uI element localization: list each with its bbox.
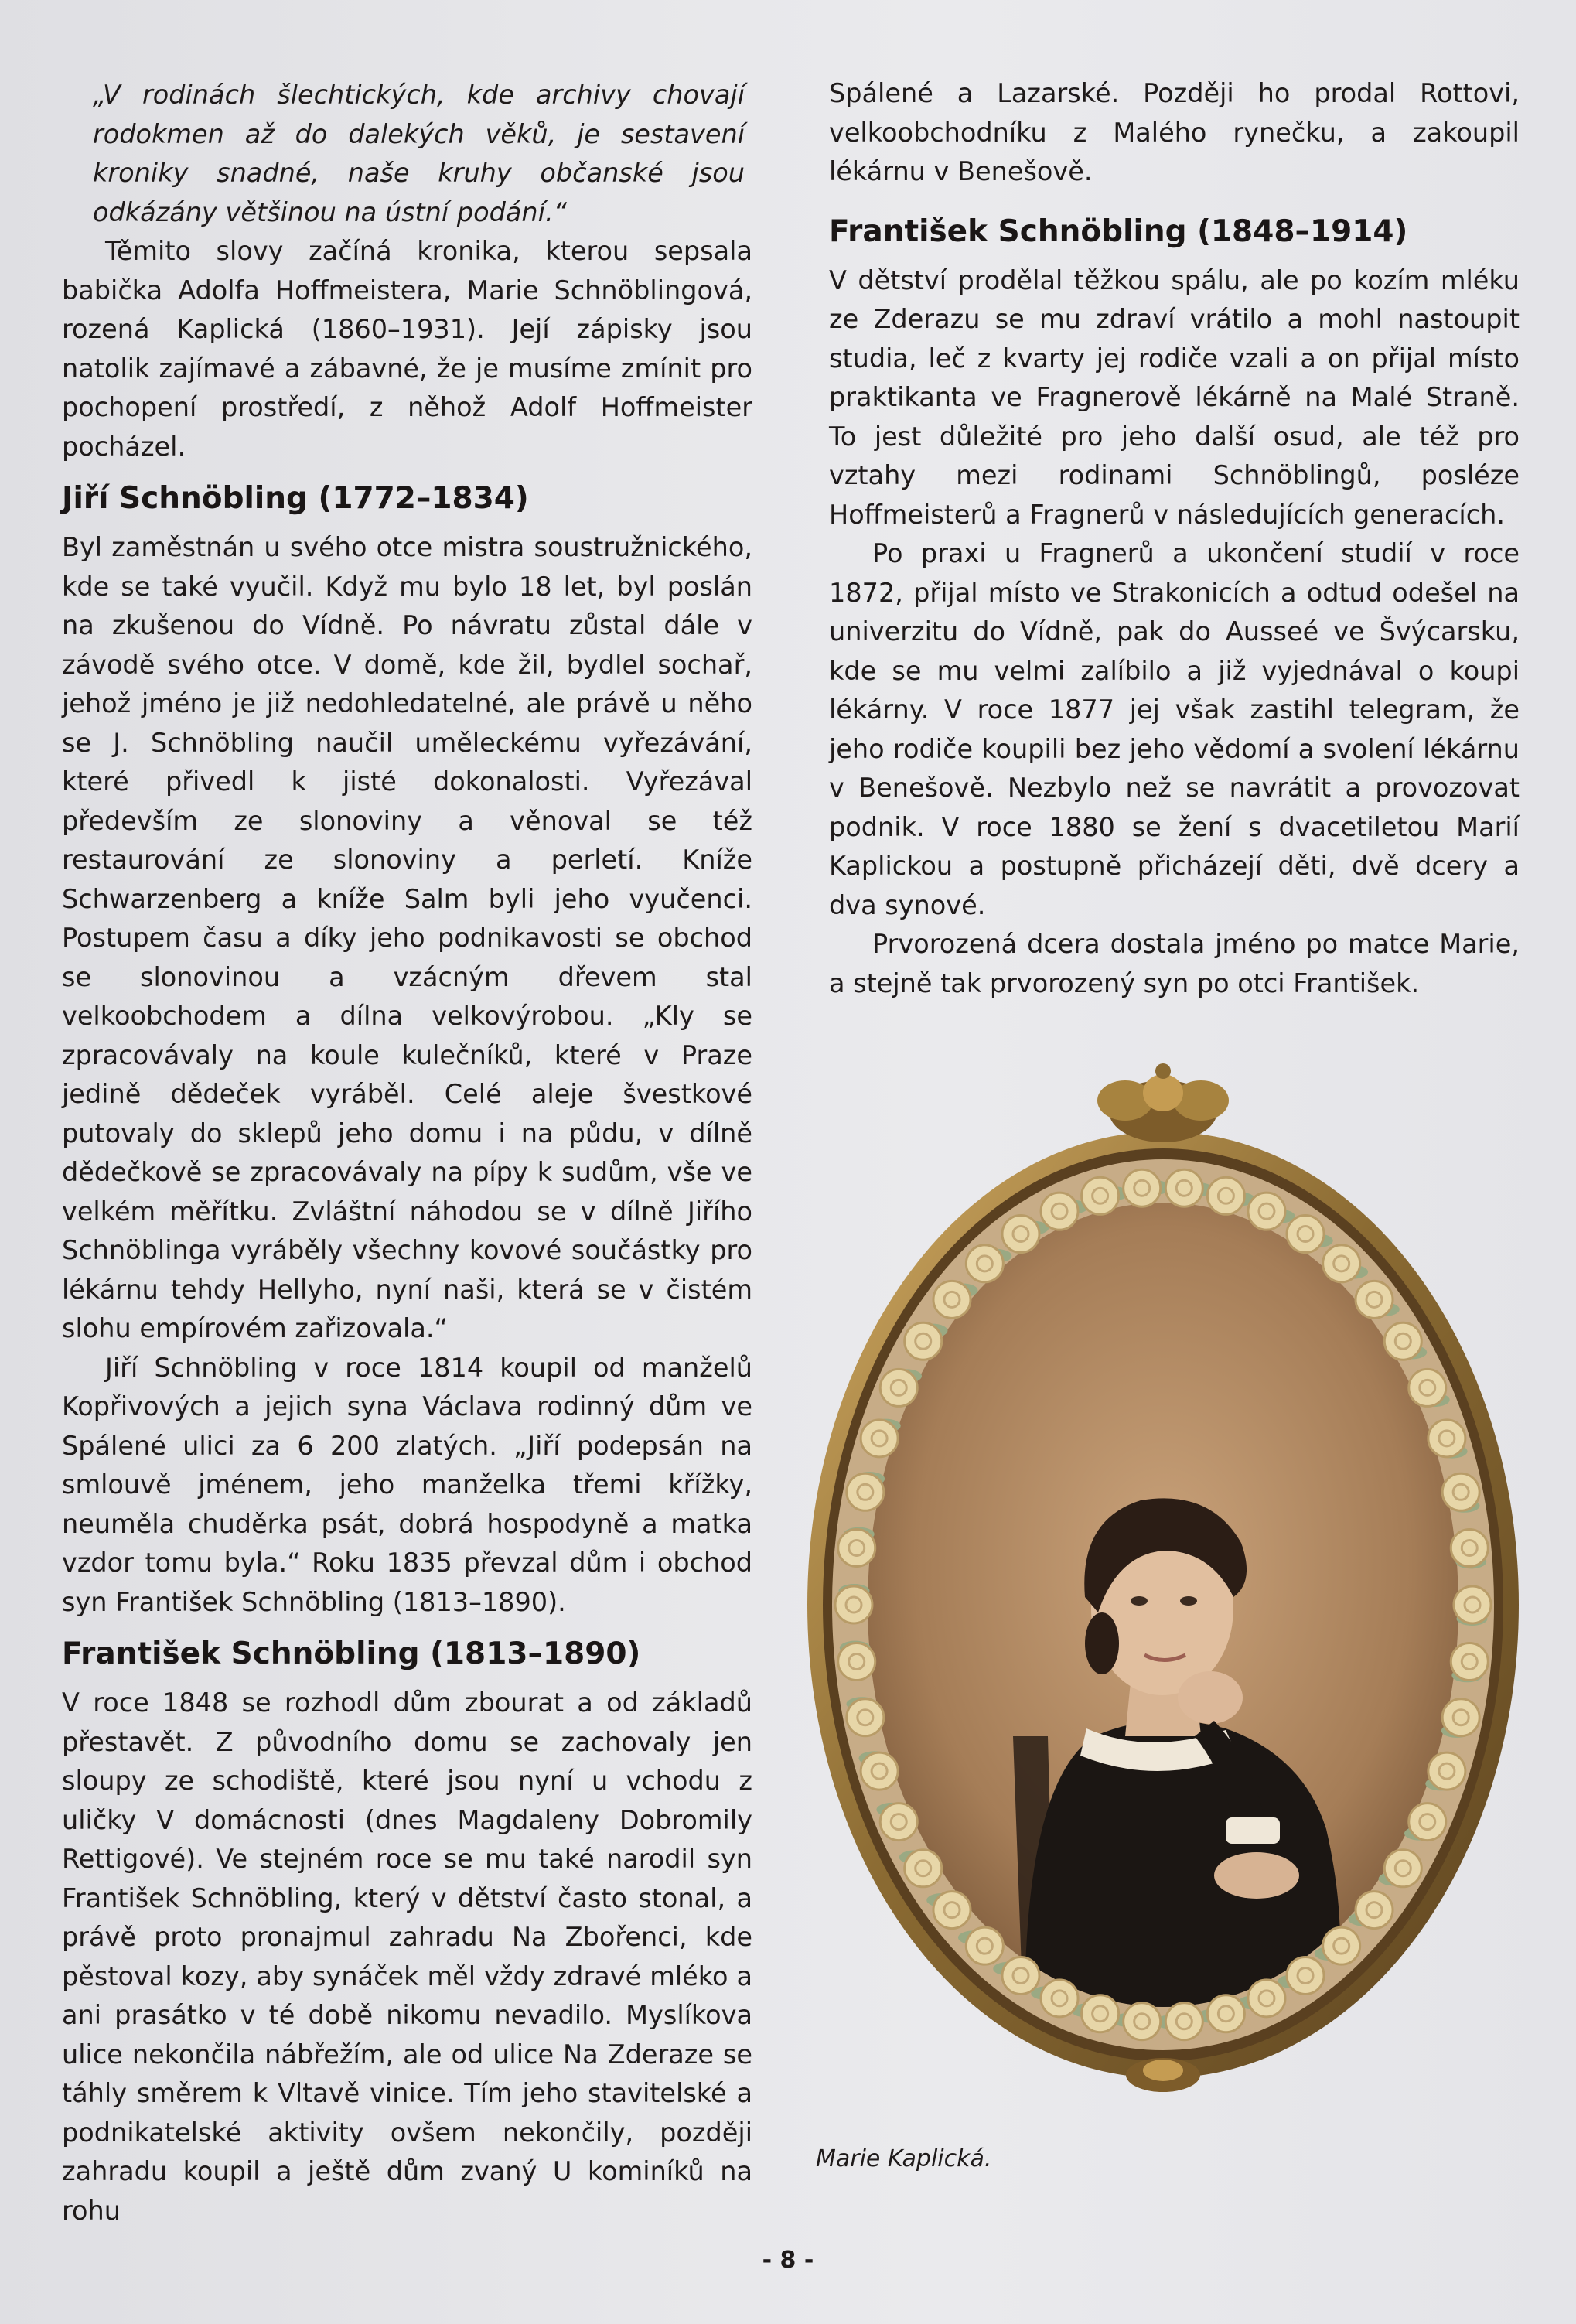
wreath-rose bbox=[1454, 1586, 1491, 1623]
wreath-rose bbox=[838, 1529, 875, 1566]
wreath-rose bbox=[861, 1752, 898, 1790]
wreath-rose bbox=[1248, 1193, 1285, 1230]
wreath-rose bbox=[880, 1369, 917, 1406]
figure-caption: Marie Kaplická. bbox=[816, 2145, 992, 2172]
opening-quote: „V rodinách šlechtických, kde archivy chovají rodokmen až do dalekých věků, je sestavení kroniky snadné, naše kruhy občanské jsou odkázány většinou na ústní podání.“ bbox=[93, 80, 745, 227]
wreath-rose bbox=[1002, 1957, 1039, 1994]
wreath-rose bbox=[1442, 1473, 1479, 1510]
wreath-rose bbox=[1323, 1927, 1360, 1964]
jiri-paragraph-2: Jiří Schnöbling v roce 1814 koupil od manželů Kopřivových a jejich syna Václava rodinný dům ve Spálené ulici za 6 200 zlatých. „Jiří podepsán na smlouvě jménem, jeho manželka třemi křížky, neuměla chuděrka psát, dobrá hospodyně a matka vzdor tomu byla.“ Roku 1835 převzal dům i obchod syn František Schnöbling (1813–1890). bbox=[62, 1352, 752, 1617]
wreath-rose bbox=[1384, 1850, 1421, 1887]
wreath-rose bbox=[1248, 1980, 1285, 2017]
wreath-rose bbox=[838, 1643, 875, 1681]
wreath-rose bbox=[1409, 1369, 1446, 1406]
wreath-rose bbox=[1356, 1892, 1393, 1929]
heading-jiri-schnobling: Jiří Schnöbling (1772–1834) bbox=[62, 481, 529, 516]
frame-bow-ornament bbox=[1097, 1063, 1229, 1142]
wreath-rose bbox=[847, 1473, 884, 1510]
wreath-rose bbox=[1124, 1169, 1161, 1206]
wreath-rose bbox=[1323, 1245, 1360, 1282]
wreath-rose bbox=[905, 1322, 942, 1360]
wreath-rose bbox=[1165, 1169, 1202, 1206]
wreath-rose bbox=[1207, 1995, 1244, 2032]
wreath-rose bbox=[835, 1586, 872, 1623]
continuation-paragraph: Spálené a Lazarské. Později ho prodal Rottovi, velkoobchodníku z Malého rynečku, a zakoupil lékárnu v Benešově. bbox=[829, 78, 1520, 186]
wreath-rose bbox=[966, 1245, 1003, 1282]
frantisek-1813-paragraph: V roce 1848 se rozhodl dům zbourat a od základů přestavět. Z původního domu se zachovaly jen sloupy ze schodiště, které jsou nyní u vchodu z uličky V domácnosti (dnes Magdaleny Dobromily Rettigové). Ve stejném roce se mu také narodil syn František Schnöbling, který v dětství často stonal, a právě proto pronajmul zahradu Na Zbořenci, kde pěstoval kozy, aby synáček měl vždy zdravé mléko a ani prasátko v té době nikomu nevadilo. Myslíkova ulice nekončila nábřežím, ale od ulice Na Zderaze se táhly směrem k Vltavě vinice. Tím jeho stavitelské a podnikatelské aktivity ovšem nekončily, později zahradu koupil a ještě dům zvaný U kominíků na rohu bbox=[62, 1688, 752, 2226]
jiri-paragraph-1: Byl zaměstnán u svého otce mistra soustružnického, kde se také vyučil. Když mu bylo 18 let, byl poslán na zkušenou do Vídně. Po návratu zůstal dále v závodě svého otce. V domě, kde žil, bydlel sochař, jehož jméno je již nedohledatelné, ale právě u něho se J. Schnöbling naučil uměleckému vyřezávání, které přivedl k jisté dokonalosti. Vyřezával především ze slonoviny a věnoval se též restaurování ze slonoviny a perletí. Kníže Schwarzenberg a kníže Salm byli jeho vyučenci. Postupem času a díky jeho podnikavosti se obchod se slonovinou a vzácným dřevem stal velkoobchodem a dílna velkovýrobou. „Kly se zpracovávaly na koule kulečníků, které v Praze jedině dědeček vyráběl. Celé aleje švestkové putovaly do sklepů jeho domu i na půdu, v dílně dědečkově se zpracovávaly na pípy k sudům, vše ve velkém měřítku. Zvláštní náhodou se v dílně Jiřího Schnöblinga vyráběly všechny kovové součástky pro lékárnu tehdy Hellyho, nyní naši, která se v čistém slohu empírovém zařizovala.“ bbox=[62, 532, 752, 1343]
wreath-rose bbox=[1451, 1529, 1488, 1566]
wreath-rose bbox=[1002, 1216, 1039, 1253]
wreath-rose bbox=[847, 1699, 884, 1736]
left-column bbox=[62, 76, 752, 2230]
wreath-rose bbox=[1124, 2003, 1161, 2040]
wreath-rose bbox=[1428, 1420, 1465, 1457]
wreath-rose bbox=[933, 1281, 971, 1318]
wreath-rose bbox=[1287, 1957, 1324, 1994]
framed-portrait bbox=[793, 1056, 1533, 2092]
wreath-rose bbox=[1041, 1980, 1078, 2017]
wreath-rose bbox=[1082, 1177, 1119, 1214]
wreath-rose bbox=[1356, 1281, 1393, 1318]
frame-bottom-ornament bbox=[1126, 2058, 1200, 2092]
right-column bbox=[829, 74, 1520, 1003]
wreath-rose bbox=[1041, 1193, 1078, 1230]
wreath-rose bbox=[861, 1420, 898, 1457]
intro-paragraph: Těmito slovy začíná kronika, kterou sepsala babička Adolfa Hoffmeistera, Marie Schnöblingová, rozená Kaplická (1860–1931). Její zápisky jsou natolik zajímavé a zábavné, že je musíme zmínit pro pochopení prostředí, z něhož Adolf Hoffmeister pocházel. bbox=[62, 236, 752, 462]
wreath-rose bbox=[1409, 1804, 1446, 1841]
wreath-rose bbox=[1442, 1699, 1479, 1736]
portrait-illustration bbox=[793, 1056, 1533, 2092]
heading-frantisek-1813: František Schnöbling (1813–1890) bbox=[62, 1636, 641, 1671]
wreath-rose bbox=[933, 1892, 971, 1929]
wreath-rose bbox=[1207, 1177, 1244, 1214]
frantisek-1848-paragraph-1: V dětství prodělal těžkou spálu, ale po kozím mléku ze Zderazu se mu zdraví vrátilo a mohl nastoupit studia, leč z kvarty jej rodiče vzali a on přijal místo praktikanta ve Fragnerově lékárně na Malé Straně. To jest důležité pro jeho další osud, ale též pro vztahy mezi rodinami Schnöblingů, posléze Hoffmeisterů a Fragnerů v následujících generacích. bbox=[829, 264, 1520, 530]
frantisek-1848-paragraph-2: Po praxi u Fragnerů a ukončení studií v roce 1872, přijal místo ve Strakonicích a odtud odešel na univerzitu do Vídně, pak do Ausseé ve Švýcarsku, kde se mu velmi zalíbilo a již vyjednával o koupi lékárny. V roce 1877 jej však zastihl telegram, že jeho rodiče koupili bez jeho vědomí a svolení lékárnu v Benešově. Nezbylo než se navrátit a provozovat podnik. V roce 1880 se žení s dvacetiletou Marií Kaplickou a postupně přicházejí děti, dvě dcery a dva synové. bbox=[829, 538, 1520, 920]
wreath-rose bbox=[1082, 1995, 1119, 2032]
heading-frantisek-1848: František Schnöbling (1848–1914) bbox=[829, 213, 1408, 249]
wreath-rose bbox=[1287, 1216, 1324, 1253]
page-number: - 8 - bbox=[762, 2247, 814, 2274]
wreath-rose bbox=[1451, 1643, 1488, 1681]
frantisek-1848-paragraph-3: Prvorozená dcera dostala jméno po matce Marie, a stejně tak prvorozený syn po otci František. bbox=[829, 929, 1520, 998]
wreath-rose bbox=[905, 1850, 942, 1887]
wreath-rose bbox=[966, 1927, 1003, 1964]
wreath-rose bbox=[1165, 2003, 1202, 2040]
wreath-rose bbox=[1384, 1322, 1421, 1360]
wreath-rose bbox=[880, 1804, 917, 1841]
wreath-rose bbox=[1428, 1752, 1465, 1790]
